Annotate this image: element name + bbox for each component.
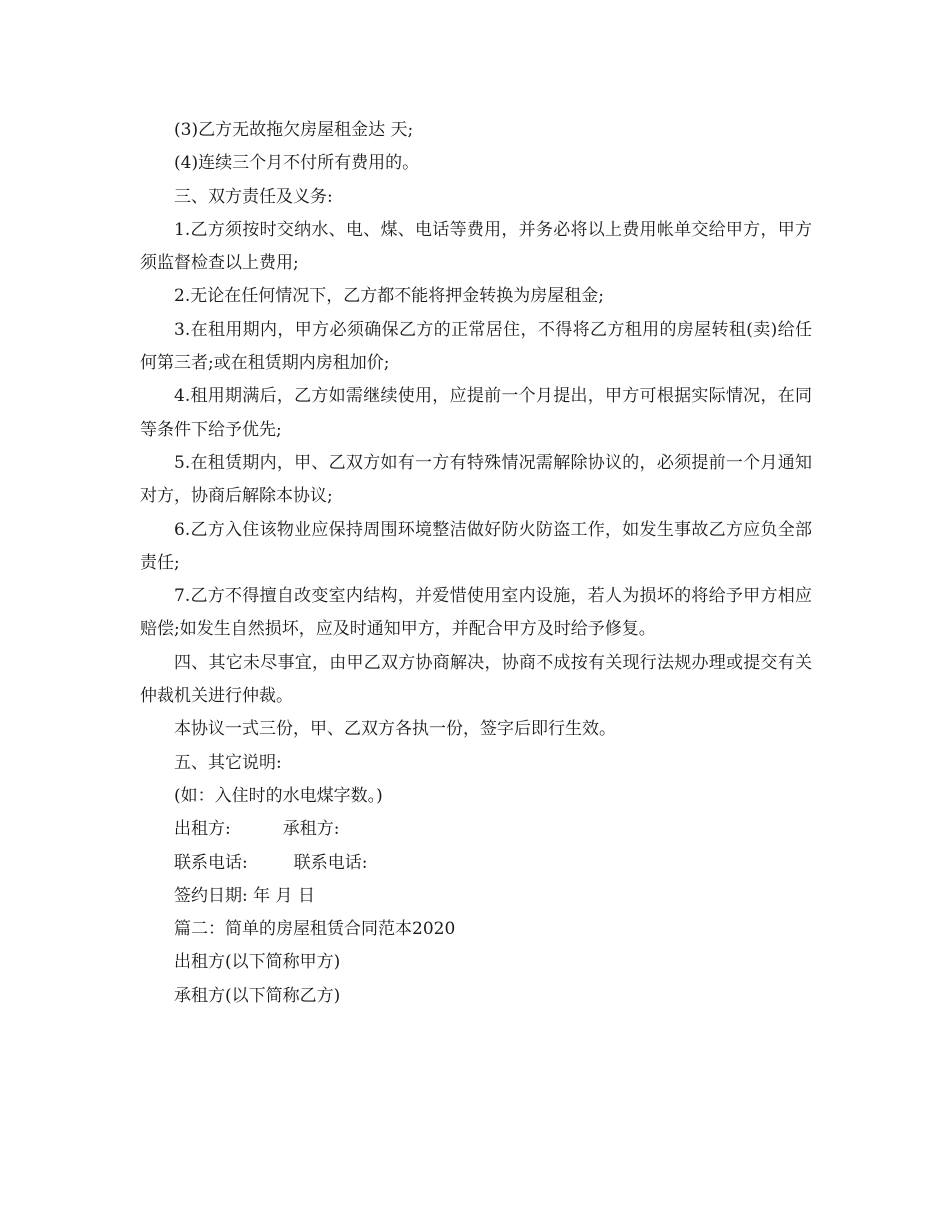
agreement-copies-note: 本协议一式三份，甲、乙双方各执一份，签字后即行生效。 <box>174 719 616 740</box>
part-two-lessor: 出租方(以下简称甲方) <box>174 952 341 973</box>
clause-4-unpaid-fees: (4)连续三个月不付所有费用的。 <box>174 153 420 174</box>
lessee-label: 承租方: <box>282 819 340 840</box>
duty-item-6: 6.乙方入住该物业应保持周围环境整洁做好防火防盗工作，如发生事故乙方应负全部责任; <box>140 519 812 573</box>
duty-item-5: 5.在租赁期内，甲、乙双方如有一方有特殊情况需解除协议的，必须提前一个月通知对方，协商后解除本协议; <box>140 452 812 507</box>
duty-item-7: 7.乙方不得擅自改变室内结构，并爱惜使用室内设施，若人为损坏的将给予甲方相应赔偿;如发生自然损坏，应及时通知甲方，并配合甲方及时给予修复。 <box>140 586 812 640</box>
part-two-lessee: 承租方(以下简称乙方) <box>174 985 341 1006</box>
section-four-other-matters: 四、其它未尽事宜，由甲乙双方协商解决，协商不成按有关现行法规办理或提交有关仲裁机关进行仲裁。 <box>140 652 812 707</box>
lessor-blank <box>231 813 283 846</box>
section-heading-responsibilities: 三、双方责任及义务: <box>174 186 333 207</box>
clause-3-overdue-rent: (3)乙方无故拖欠房屋租金达 天; <box>174 120 414 140</box>
signature-parties-row <box>140 813 812 846</box>
section-five-example: (如：入住时的水电煤字数。) <box>174 785 383 806</box>
lessee-phone-label: 联系电话: <box>293 852 368 873</box>
duty-item-4: 4.租用期满后，乙方如需继续使用，应提前一个月提出，甲方可根据实际情况，在同等条件下给予优先; <box>140 386 812 440</box>
part-two-title: 篇二：简单的房屋租赁合同范本2020 <box>174 919 456 940</box>
lessor-phone-label: 联系电话: <box>174 852 248 873</box>
duty-item-2: 2.无论在任何情况下，乙方都不能将押金转换为房屋租金; <box>174 286 604 307</box>
document-body <box>140 114 812 1013</box>
sign-date-label: 签约日期: 年 月 日 <box>174 885 315 906</box>
duty-item-1: 1.乙方须按时交纳水、电、煤、电话等费用，并务必将以上费用帐单交给甲方，甲方须监督检查以上费用; <box>140 219 812 274</box>
duty-item-3: 3.在租用期内，甲方必须确保乙方的正常居住，不得将乙方租用的房屋转租(卖)给任何第三者;或在租赁期内房租加价; <box>140 319 812 374</box>
signature-date-row <box>140 880 812 913</box>
lessor-phone-blank <box>248 847 294 880</box>
lessor-label: 出租方: <box>174 819 231 840</box>
signature-phone-row <box>140 847 812 880</box>
section-five-heading: 五、其它说明: <box>174 752 282 773</box>
